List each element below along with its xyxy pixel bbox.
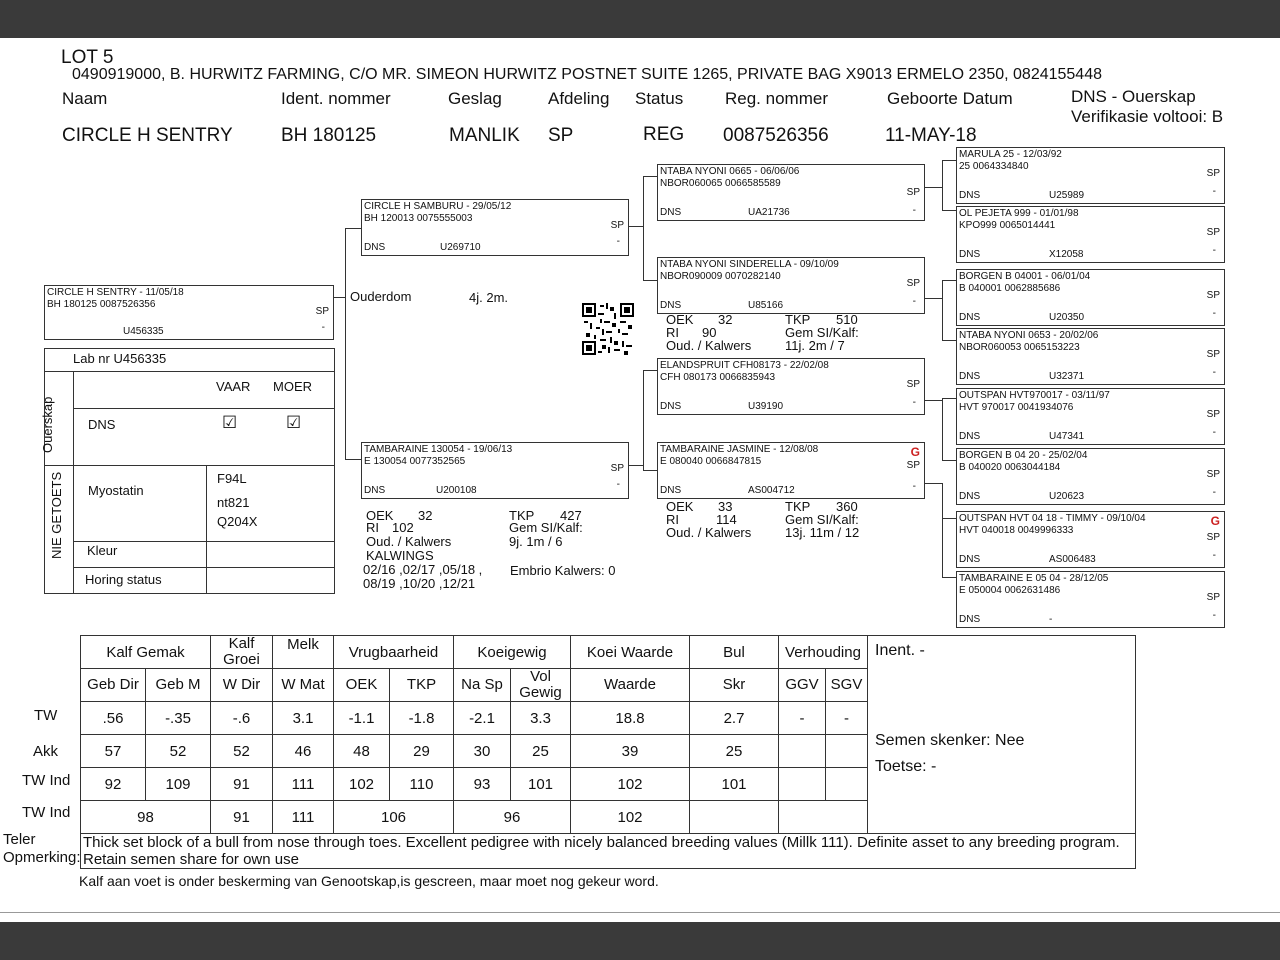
- ggp-line2: HVT 040018 0049996333: [959, 525, 1074, 536]
- tw-cell: -.6: [211, 702, 273, 735]
- akk-cell: 39: [571, 735, 690, 768]
- twind-cell: 101: [690, 768, 779, 801]
- ggp-reg: U47341: [1049, 431, 1085, 442]
- animal-line1: CIRCLE H SENTRY - 11/05/18: [47, 287, 184, 298]
- myo-val-2: nt821: [217, 495, 250, 510]
- footer-note: Kalf aan voet is onder beskerming van Genootskap,is gescreen, maar moet nog gekeur word.: [79, 873, 659, 889]
- tw-cell: 3.1: [273, 702, 334, 735]
- ss-line2: NBOR060065 0066585589: [660, 178, 781, 189]
- dd-oek-label: OEK: [666, 499, 694, 514]
- twind-cell: 91: [211, 768, 273, 801]
- akk-cell: [826, 735, 868, 768]
- ggp-reg: U32371: [1049, 371, 1085, 382]
- ggp-line2: B 040001 0062885686: [959, 283, 1061, 294]
- connector: [942, 210, 956, 211]
- twind-cell: 111: [273, 768, 334, 801]
- sd-oud-label: Oud. / Kalwers: [666, 338, 752, 353]
- akk-cell: [779, 735, 826, 768]
- tw-cell: 3.3: [511, 702, 571, 735]
- dd-gem-label: Gem SI/Kalf:: [785, 512, 859, 527]
- ggp-sp: SP: [1206, 592, 1220, 603]
- dam-dam-box: [657, 442, 925, 499]
- ggp-dns: DNS: [959, 431, 981, 442]
- ss-reg: UA21736: [748, 207, 790, 218]
- connector: [942, 340, 956, 341]
- dd-oud-label: Oud. / Kalwers: [666, 525, 752, 540]
- connector: [925, 187, 942, 188]
- column-header-cell: TKP: [390, 669, 454, 702]
- dd-ri-value: 114: [716, 512, 737, 527]
- sire-dns: DNS: [364, 242, 386, 253]
- sd-dash: -: [912, 296, 916, 307]
- vaar-check-icon: ☑: [222, 413, 238, 433]
- vaar-label: VAAR: [216, 379, 251, 394]
- dam-ri-value: 102: [392, 520, 414, 535]
- label-dns: DNS - Ouerskap: [1071, 87, 1196, 106]
- twind-cell: 109: [146, 768, 211, 801]
- remarks-line1: Thick set block of a bull from nose through toes. Excellent pedigree with nicely balanced breeding values (Millk 111). Definite asset to any breeding program.: [83, 834, 1120, 851]
- teler-label: Teler: [3, 831, 36, 848]
- lab-nr: Lab nr U456335: [73, 351, 167, 366]
- ggp-line1: TAMBARAINE E 05 04 - 28/12/05: [959, 573, 1109, 584]
- ds-line2: CFH 080173 0066835943: [660, 372, 776, 383]
- twind2-waarde: 102: [571, 801, 690, 834]
- dam-oek-value: 32: [418, 508, 433, 523]
- akk-cell: 30: [454, 735, 511, 768]
- connector: [925, 298, 942, 299]
- sd-sp: SP: [906, 278, 920, 289]
- dd-ri-label: RI: [666, 512, 679, 527]
- ss-sp: SP: [906, 187, 920, 198]
- connector: [345, 228, 361, 229]
- ggp-sp: SP: [1206, 349, 1220, 360]
- tw-cell: 18.8: [571, 702, 690, 735]
- connector: [942, 518, 956, 519]
- ouderdom-value: 4j. 2m.: [469, 290, 509, 305]
- column-header-cell: W Mat: [273, 669, 334, 702]
- ggp-dns: DNS: [959, 491, 981, 502]
- remarks-cell: [81, 834, 1136, 869]
- value-geboorte: 11-MAY-18: [885, 125, 977, 146]
- ss-dash: -: [912, 205, 916, 216]
- ggp-dns: DNS: [959, 614, 981, 625]
- ggp-reg: U20623: [1049, 491, 1085, 502]
- label-geslag: Geslag: [448, 89, 502, 108]
- connector: [942, 280, 943, 340]
- dam-kalwings-line2: 08/19 ,10/20 ,12/21: [363, 576, 476, 591]
- ds-reg: U39190: [748, 401, 784, 412]
- dam-sp: SP: [610, 463, 624, 474]
- sd-gem-label: Gem SI/Kalf:: [785, 325, 859, 340]
- group-koei-waarde: Koei Waarde: [571, 636, 690, 669]
- twind2-w-dir: 91: [211, 801, 273, 834]
- ds-line1: ELANDSPRUIT CFH08173 - 22/02/08: [660, 360, 829, 371]
- group-kalf-groei: Kalf Groei: [211, 636, 273, 669]
- label-verif: Verifikasie voltooi: B: [1071, 107, 1224, 126]
- ggp-line2: NBOR060053 0065153223: [959, 342, 1080, 353]
- owner-line: 0490919000, B. HURWITZ FARMING, C/O MR. SIMEON HURWITZ POSTNET SUITE 1265, PRIVATE BAG X9013 ERMELO 2350, 0824155448: [72, 66, 1102, 83]
- column-header-cell: SGV: [826, 669, 868, 702]
- akk-cell: 25: [511, 735, 571, 768]
- ggp-box-5: [956, 388, 1225, 445]
- akk-cell: 52: [211, 735, 273, 768]
- twind2-koeigewig: 96: [454, 801, 571, 834]
- value-status: REG: [643, 124, 685, 145]
- sire-line2: BH 120013 0075555003: [364, 213, 473, 224]
- akk-cell: 25: [690, 735, 779, 768]
- column-header-cell: Geb Dir: [81, 669, 146, 702]
- dam-gem-label: Gem SI/Kalf:: [509, 520, 583, 535]
- ggp-box-3: [956, 269, 1225, 326]
- connector: [942, 160, 943, 210]
- value-geslag: MANLIK: [449, 125, 520, 146]
- dam-line2: E 130054 0077352565: [364, 456, 466, 467]
- akk-cell: 29: [390, 735, 454, 768]
- moer-check-icon: ☑: [286, 413, 302, 433]
- connector: [942, 577, 956, 578]
- label-ident: Ident. nommer: [281, 89, 391, 108]
- sd-ri-value: 90: [702, 325, 717, 340]
- ouerskap-label: Ouerskap: [40, 396, 55, 453]
- dd-oud-value: 13j. 11m / 12: [785, 525, 860, 540]
- group-kalf-gemak: Kalf Gemak: [81, 636, 211, 669]
- akk-cell: 52: [146, 735, 211, 768]
- twind2-vrugbaarheid: 106: [334, 801, 454, 834]
- remarks-line2: Retain semen share for own use: [83, 851, 299, 868]
- ggp-dash: -: [1212, 245, 1216, 256]
- twind2-kalf-gemak: 98: [81, 801, 211, 834]
- connector: [643, 280, 657, 281]
- ggp-dash: -: [1212, 487, 1216, 498]
- ggp-line2: HVT 970017 0041934076: [959, 402, 1074, 413]
- label-geboorte: Geboorte Datum: [887, 89, 1013, 108]
- ggp-dns: DNS: [959, 312, 981, 323]
- tw-cell: -.35: [146, 702, 211, 735]
- twind2-skr: [690, 801, 779, 834]
- twind2-w-mat: 111: [273, 801, 334, 834]
- ggp-line1: BORGEN B 04 20 - 25/02/04: [959, 450, 1088, 461]
- sire-sire-box: [657, 164, 925, 221]
- ggp-box-4: [956, 328, 1225, 385]
- animal-box: [44, 285, 334, 340]
- twind-cell: 102: [334, 768, 390, 801]
- dd-dns: DNS: [660, 485, 682, 496]
- connector: [942, 398, 956, 399]
- connector: [345, 228, 346, 460]
- dam-tkp-label: TKP: [509, 508, 535, 523]
- dam-tkp-value: 427: [560, 508, 582, 523]
- connector: [942, 280, 956, 281]
- tw-cell: -1.1: [334, 702, 390, 735]
- group-koeigewig: Koeigewig: [454, 636, 571, 669]
- connector: [942, 483, 943, 577]
- twind-cell: 92: [81, 768, 146, 801]
- sd-oud-value: 11j. 2m / 7: [785, 338, 845, 353]
- twind-cell: 101: [511, 768, 571, 801]
- myo-val-1: F94L: [217, 471, 247, 486]
- twind-cell: 93: [454, 768, 511, 801]
- horing-label: Horing status: [85, 572, 162, 587]
- dd-dash: -: [912, 481, 916, 492]
- animal-dns-code: U456335: [123, 326, 164, 337]
- ggp-line2: KPO999 0065014441: [959, 220, 1056, 231]
- akk-cell: 57: [81, 735, 146, 768]
- lot-title: LOT 5: [61, 47, 114, 68]
- value-naam: CIRCLE H SENTRY: [62, 125, 233, 146]
- ggp-dns: DNS: [959, 249, 981, 260]
- dd-line1: TAMBARAINE JASMINE - 12/08/08: [660, 444, 819, 455]
- ggp-dash: -: [1212, 367, 1216, 378]
- ggp-dns: DNS: [959, 554, 981, 565]
- ss-line1: NTABA NYONI 0665 - 06/06/06: [660, 166, 800, 177]
- connector: [643, 370, 657, 371]
- opmerking-label: Opmerking:: [3, 849, 81, 866]
- row-label-twind-2: TW Ind: [22, 804, 71, 821]
- dam-line1: TAMBARAINE 130054 - 19/06/13: [364, 444, 513, 455]
- connector: [643, 176, 644, 280]
- qr-code-icon: [582, 303, 634, 355]
- label-status: Status: [635, 89, 684, 108]
- ggp-line1: OUTSPAN HVT 04 18 - TIMMY - 09/10/04: [959, 513, 1146, 524]
- ggp-reg: AS006483: [1049, 554, 1096, 565]
- ggp-sp: SP: [1206, 168, 1220, 179]
- dns-label: DNS: [88, 417, 116, 432]
- dam-sire-box: [657, 358, 925, 415]
- sd-ri-label: RI: [666, 325, 679, 340]
- ggp-line1: BORGEN B 04001 - 06/01/04: [959, 271, 1091, 282]
- column-header-cell: Waarde: [571, 669, 690, 702]
- ggp-dash: -: [1212, 427, 1216, 438]
- tw-cell: -2.1: [454, 702, 511, 735]
- dam-oek-label: OEK: [366, 508, 394, 523]
- ss-dns: DNS: [660, 207, 682, 218]
- sire-reg: U269710: [440, 242, 481, 253]
- column-header-cell: Vol Gewig: [511, 669, 571, 702]
- label-naam: Naam: [62, 89, 108, 108]
- dam-dns: DNS: [364, 485, 386, 496]
- ds-sp: SP: [906, 379, 920, 390]
- sire-sp: SP: [610, 220, 624, 231]
- dam-reg: U200108: [436, 485, 477, 496]
- group-verhouding: Verhouding: [779, 636, 868, 669]
- inent: Inent. -: [875, 642, 925, 659]
- twind-cell: [779, 768, 826, 801]
- value-reg: 0087526356: [723, 125, 829, 146]
- tw-cell: -: [826, 702, 868, 735]
- ggp-box-8: [956, 571, 1225, 628]
- ds-dns: DNS: [660, 401, 682, 412]
- toetse: Toetse: -: [875, 758, 937, 775]
- ggp-dash: -: [1212, 186, 1216, 197]
- ggp-line1: OL PEJETA 999 - 01/01/98: [959, 208, 1079, 219]
- sire-box: [361, 199, 629, 256]
- twind-cell: 110: [390, 768, 454, 801]
- kleur-label: Kleur: [87, 543, 118, 558]
- breeder-logo-icon: G: [910, 445, 920, 459]
- connector: [643, 176, 657, 177]
- ggp-reg: X12058: [1049, 249, 1084, 260]
- ds-dash: -: [912, 397, 916, 408]
- ggp-sp: SP: [1206, 409, 1220, 420]
- ggp-line1: OUTSPAN HVT970017 - 03/11/97: [959, 390, 1110, 401]
- dd-tkp-value: 360: [836, 499, 858, 514]
- twind-cell: [826, 768, 868, 801]
- ggp-line2: 25 0064334840: [959, 161, 1029, 172]
- sire-line1: CIRCLE H SAMBURU - 29/05/12: [364, 201, 512, 212]
- dam-kalwings-line1: 02/16 ,02/17 ,05/18 ,: [363, 562, 483, 577]
- sd-tkp-value: 510: [836, 312, 858, 327]
- connector: [345, 459, 361, 460]
- ggp-line1: NTABA NYONI 0653 - 20/02/06: [959, 330, 1099, 341]
- group-vrugbaarheid: Vrugbaarheid: [334, 636, 454, 669]
- tw-cell: -: [779, 702, 826, 735]
- ggp-reg: U25989: [1049, 190, 1085, 201]
- tw-cell: .56: [81, 702, 146, 735]
- connector: [643, 470, 657, 471]
- dam-kalwings-label: KALWINGS: [366, 548, 434, 563]
- akk-cell: 46: [273, 735, 334, 768]
- sd-dns: DNS: [660, 300, 682, 311]
- sd-line1: NTABA NYONI SINDERELLA - 09/10/09: [660, 259, 839, 270]
- side-info: [868, 636, 1136, 834]
- sd-oek-value: 32: [718, 312, 733, 327]
- row-label-tw: TW: [34, 707, 58, 724]
- ouderdom-label: Ouderdom: [350, 289, 412, 304]
- twind2-verhouding: [779, 801, 868, 834]
- connector: [942, 398, 943, 460]
- nie-getoets-label: NIE GETOETS: [49, 471, 64, 559]
- dd-sp: SP: [906, 460, 920, 471]
- ggp-dash: -: [1212, 550, 1216, 561]
- ggp-reg: -: [1049, 614, 1053, 625]
- breeding-values-table: [80, 635, 1136, 869]
- group-bul: Bul: [690, 636, 779, 669]
- sire-dash: -: [616, 236, 620, 247]
- ggp-line1: MARULA 25 - 12/03/92: [959, 149, 1062, 160]
- myostatin-label: Myostatin: [88, 483, 144, 498]
- ggp-line2: B 040020 0063044184: [959, 462, 1061, 473]
- moer-label: MOER: [273, 379, 312, 394]
- dd-oek-value: 33: [718, 499, 733, 514]
- ggp-sp: SP: [1206, 227, 1220, 238]
- value-ident: BH 180125: [281, 125, 377, 146]
- row-label-akk: Akk: [33, 743, 59, 760]
- dam-oud-label: Oud. / Kalwers: [366, 534, 452, 549]
- ggp-sp: SP: [1206, 532, 1220, 543]
- dd-tkp-label: TKP: [785, 499, 811, 514]
- ggp-box-1: [956, 147, 1225, 204]
- connector: [629, 226, 643, 227]
- ggp-reg: U20350: [1049, 312, 1085, 323]
- ggp-dash: -: [1212, 610, 1216, 621]
- sd-oek-label: OEK: [666, 312, 694, 327]
- ggp-box-7: [956, 511, 1225, 568]
- tw-cell: -1.8: [390, 702, 454, 735]
- connector: [925, 400, 942, 401]
- akk-cell: 48: [334, 735, 390, 768]
- label-reg: Reg. nommer: [725, 89, 828, 108]
- ggp-sp: SP: [1206, 469, 1220, 480]
- sd-tkp-label: TKP: [785, 312, 811, 327]
- breeder-logo-icon: G: [1210, 514, 1220, 528]
- row-label-twind: TW Ind: [22, 772, 71, 789]
- ggp-line2: E 050004 0062631486: [959, 585, 1061, 596]
- label-afdeling: Afdeling: [548, 89, 610, 108]
- twind-cell: 102: [571, 768, 690, 801]
- value-afdeling: SP: [548, 125, 574, 146]
- dam-dash: -: [616, 479, 620, 490]
- dd-reg: AS004712: [748, 485, 795, 496]
- ggp-box-2: [956, 206, 1225, 263]
- dam-ri-label: RI: [366, 520, 379, 535]
- dam-oud-value: 9j. 1m / 6: [509, 534, 563, 549]
- semen-skenker: Semen skenker: Nee: [875, 732, 1025, 749]
- ggp-dns: DNS: [959, 190, 981, 201]
- top-bar: [0, 0, 1280, 38]
- lab-box: [40, 348, 335, 594]
- ggp-box-6: [956, 448, 1225, 505]
- sd-reg: U85166: [748, 300, 784, 311]
- column-header-cell: Skr: [690, 669, 779, 702]
- connector: [643, 370, 644, 470]
- column-header-cell: Na Sp: [454, 669, 511, 702]
- ggp-dns: DNS: [959, 371, 981, 382]
- group-melk: Melk: [273, 636, 334, 669]
- dam-box: [361, 442, 629, 499]
- connector: [925, 483, 942, 484]
- column-header-cell: Geb M: [146, 669, 211, 702]
- connector: [942, 160, 956, 161]
- sire-dam-box: [657, 257, 925, 314]
- column-header-cell: W Dir: [211, 669, 273, 702]
- dam-embrio: Embrio Kalwers: 0: [510, 563, 616, 578]
- connector: [942, 460, 956, 461]
- column-header-cell: GGV: [779, 669, 826, 702]
- bottom-rule: [0, 912, 1280, 913]
- tw-cell: 2.7: [690, 702, 779, 735]
- dd-line2: E 080040 0066847815: [660, 456, 762, 467]
- ggp-sp: SP: [1206, 290, 1220, 301]
- animal-line2: BH 180125 0087526356: [47, 299, 156, 310]
- column-header-cell: OEK: [334, 669, 390, 702]
- animal-sp: SP: [315, 306, 329, 317]
- sd-line2: NBOR090009 0070282140: [660, 271, 781, 282]
- bottom-bar: [0, 922, 1280, 960]
- animal-dash: -: [321, 322, 325, 333]
- connector: [629, 465, 643, 466]
- ggp-dash: -: [1212, 308, 1216, 319]
- myo-val-3: Q204X: [217, 514, 258, 529]
